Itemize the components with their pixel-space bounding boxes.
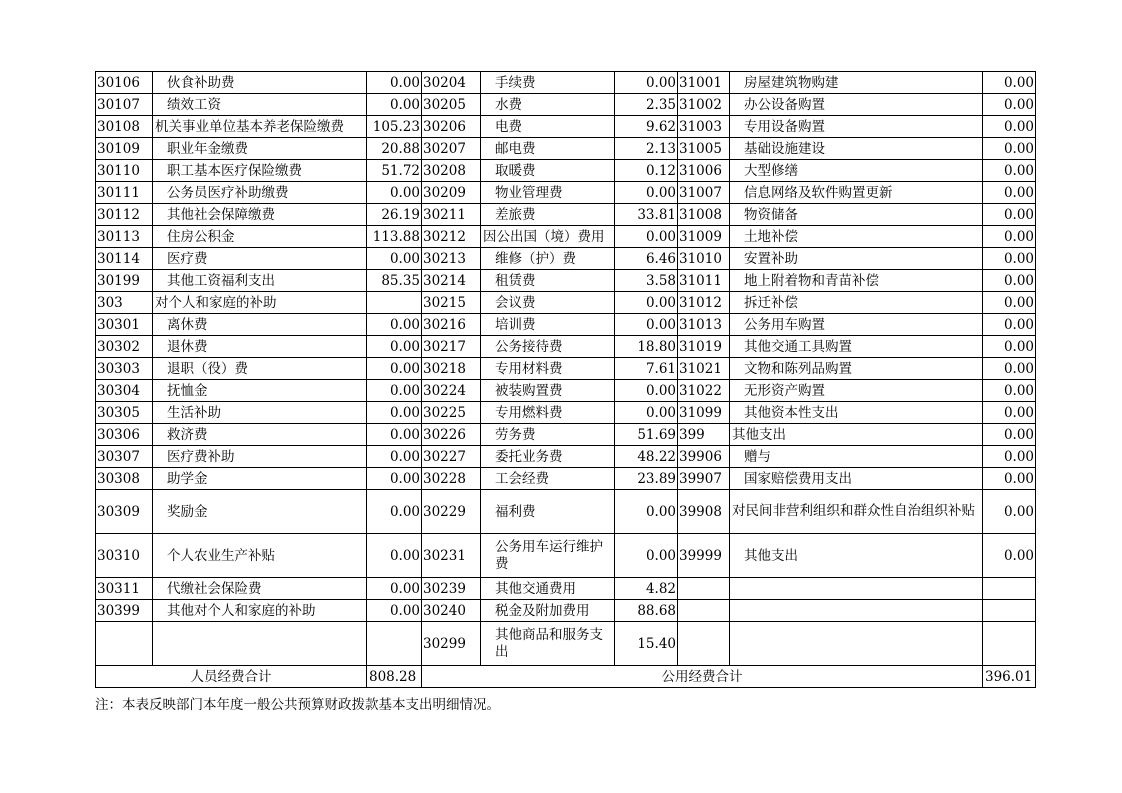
col2-code: 30240 bbox=[422, 600, 481, 622]
col1-name: 退职（役）费 bbox=[153, 358, 367, 380]
col3-amount: 0.00 bbox=[983, 94, 1036, 116]
col3-name: 无形资产购置 bbox=[730, 380, 983, 402]
col1-name: 救济费 bbox=[153, 424, 367, 446]
col3-amount: 0.00 bbox=[983, 314, 1036, 336]
col1-name: 抚恤金 bbox=[153, 380, 367, 402]
col3-name bbox=[730, 622, 983, 666]
col3-amount: 0.00 bbox=[983, 402, 1036, 424]
col2-amount: 0.12 bbox=[615, 160, 678, 182]
col3-code: 39999 bbox=[678, 534, 730, 578]
table-row bbox=[96, 226, 1036, 248]
col1-name: 伙食补助费 bbox=[153, 72, 367, 94]
col3-code bbox=[678, 578, 730, 600]
col3-code: 399 bbox=[678, 424, 730, 446]
col1-name: 医疗费补助 bbox=[153, 446, 367, 468]
col3-name: 其他资本性支出 bbox=[730, 402, 983, 424]
col2-code: 30215 bbox=[422, 292, 481, 314]
col3-name: 办公设备购置 bbox=[730, 94, 983, 116]
col2-code: 30239 bbox=[422, 578, 481, 600]
col1-code: 30302 bbox=[96, 336, 153, 358]
table-row bbox=[96, 336, 1036, 358]
col2-code: 30204 bbox=[422, 72, 481, 94]
footnote: 注：本表反映部门本年度一般公共预算财政拨款基本支出明细情况。 bbox=[95, 697, 500, 713]
col1-amount: 0.00 bbox=[367, 424, 422, 446]
table-row bbox=[96, 380, 1036, 402]
col2-name: 手续费 bbox=[481, 72, 615, 94]
col2-name: 劳务费 bbox=[481, 424, 615, 446]
col2-amount: 15.40 bbox=[615, 622, 678, 666]
col2-code: 30216 bbox=[422, 314, 481, 336]
table-row bbox=[96, 402, 1036, 424]
col3-name: 房屋建筑物购建 bbox=[730, 72, 983, 94]
col1-code: 30114 bbox=[96, 248, 153, 270]
col1-amount: 0.00 bbox=[367, 490, 422, 534]
col2-amount: 0.00 bbox=[615, 490, 678, 534]
col2-name: 物业管理费 bbox=[481, 182, 615, 204]
col2-amount: 51.69 bbox=[615, 424, 678, 446]
col2-name: 取暖费 bbox=[481, 160, 615, 182]
col2-code: 30299 bbox=[422, 622, 481, 666]
col1-amount: 0.00 bbox=[367, 578, 422, 600]
col1-amount: 0.00 bbox=[367, 314, 422, 336]
personnel-total-label: 人员经费合计 bbox=[96, 666, 367, 688]
col1-amount: 0.00 bbox=[367, 446, 422, 468]
col1-amount: 51.72 bbox=[367, 160, 422, 182]
col3-name: 大型修缮 bbox=[730, 160, 983, 182]
col1-name: 绩效工资 bbox=[153, 94, 367, 116]
col2-name: 被装购置费 bbox=[481, 380, 615, 402]
col1-code: 30308 bbox=[96, 468, 153, 490]
col2-code: 30231 bbox=[422, 534, 481, 578]
col2-amount: 6.46 bbox=[615, 248, 678, 270]
col3-name: 地上附着物和青苗补偿 bbox=[730, 270, 983, 292]
col1-name bbox=[153, 622, 367, 666]
col3-name: 安置补助 bbox=[730, 248, 983, 270]
col1-amount: 0.00 bbox=[367, 72, 422, 94]
col3-code: 31003 bbox=[678, 116, 730, 138]
col3-name: 其他支出 bbox=[730, 534, 983, 578]
col2-code: 30228 bbox=[422, 468, 481, 490]
col2-code: 30206 bbox=[422, 116, 481, 138]
table-row bbox=[96, 270, 1036, 292]
col2-code: 30225 bbox=[422, 402, 481, 424]
col2-amount: 23.89 bbox=[615, 468, 678, 490]
col2-name: 公务接待费 bbox=[481, 336, 615, 358]
col2-name: 水费 bbox=[481, 94, 615, 116]
col1-amount: 0.00 bbox=[367, 336, 422, 358]
col1-amount: 0.00 bbox=[367, 248, 422, 270]
col2-amount: 0.00 bbox=[615, 534, 678, 578]
col1-name: 职工基本医疗保险缴费 bbox=[153, 160, 367, 182]
col2-code: 30207 bbox=[422, 138, 481, 160]
col3-code: 31011 bbox=[678, 270, 730, 292]
col1-name: 生活补助 bbox=[153, 402, 367, 424]
col1-code: 30113 bbox=[96, 226, 153, 248]
col1-amount: 113.88 bbox=[367, 226, 422, 248]
col3-amount: 0.00 bbox=[983, 468, 1036, 490]
col2-amount: 7.61 bbox=[615, 358, 678, 380]
col2-code: 30212 bbox=[422, 226, 481, 248]
col2-amount: 0.00 bbox=[615, 292, 678, 314]
col1-name: 职业年金缴费 bbox=[153, 138, 367, 160]
col1-amount: 0.00 bbox=[367, 358, 422, 380]
col1-name: 退休费 bbox=[153, 336, 367, 358]
col3-code: 31005 bbox=[678, 138, 730, 160]
col1-name: 个人农业生产补贴 bbox=[153, 534, 367, 578]
col3-name: 其他交通工具购置 bbox=[730, 336, 983, 358]
col1-code: 30306 bbox=[96, 424, 153, 446]
col3-name bbox=[730, 578, 983, 600]
col3-code: 39908 bbox=[678, 490, 730, 534]
col3-amount: 0.00 bbox=[983, 72, 1036, 94]
col1-code: 30307 bbox=[96, 446, 153, 468]
table-row bbox=[96, 94, 1036, 116]
col2-amount: 0.00 bbox=[615, 314, 678, 336]
col3-code: 31019 bbox=[678, 336, 730, 358]
col3-amount: 0.00 bbox=[983, 160, 1036, 182]
col2-amount: 0.00 bbox=[615, 226, 678, 248]
col2-amount: 9.62 bbox=[615, 116, 678, 138]
col1-amount: 0.00 bbox=[367, 402, 422, 424]
table-row bbox=[96, 248, 1036, 270]
col1-amount: 105.23 bbox=[367, 116, 422, 138]
col1-name: 其他对个人和家庭的补助 bbox=[153, 600, 367, 622]
col1-name: 住房公积金 bbox=[153, 226, 367, 248]
col2-name: 专用燃料费 bbox=[481, 402, 615, 424]
col3-code: 31013 bbox=[678, 314, 730, 336]
col2-amount: 33.81 bbox=[615, 204, 678, 226]
col1-code: 30112 bbox=[96, 204, 153, 226]
col1-amount bbox=[367, 292, 422, 314]
col1-name: 代缴社会保险费 bbox=[153, 578, 367, 600]
col3-name: 赠与 bbox=[730, 446, 983, 468]
col1-code: 303 bbox=[96, 292, 153, 314]
col1-amount: 0.00 bbox=[367, 94, 422, 116]
col1-code: 30106 bbox=[96, 72, 153, 94]
col2-code: 30224 bbox=[422, 380, 481, 402]
col2-name: 邮电费 bbox=[481, 138, 615, 160]
col1-code: 30111 bbox=[96, 182, 153, 204]
col1-amount: 0.00 bbox=[367, 468, 422, 490]
col2-code: 30227 bbox=[422, 446, 481, 468]
col3-code: 31002 bbox=[678, 94, 730, 116]
col2-name: 电费 bbox=[481, 116, 615, 138]
col3-name: 国家赔偿费用支出 bbox=[730, 468, 983, 490]
col3-amount: 0.00 bbox=[983, 336, 1036, 358]
table-row bbox=[96, 446, 1036, 468]
table-body bbox=[96, 72, 1036, 666]
table-row bbox=[96, 138, 1036, 160]
table-row bbox=[96, 600, 1036, 622]
col3-code: 31001 bbox=[678, 72, 730, 94]
col2-amount: 2.13 bbox=[615, 138, 678, 160]
col3-name: 物资储备 bbox=[730, 204, 983, 226]
table-row bbox=[96, 314, 1036, 336]
col3-amount: 0.00 bbox=[983, 358, 1036, 380]
col3-amount: 0.00 bbox=[983, 424, 1036, 446]
col1-code: 30107 bbox=[96, 94, 153, 116]
col3-amount: 0.00 bbox=[983, 446, 1036, 468]
col3-amount: 0.00 bbox=[983, 270, 1036, 292]
col2-name: 因公出国（境）费用 bbox=[481, 226, 615, 248]
col3-amount: 0.00 bbox=[983, 380, 1036, 402]
col2-name: 工会经费 bbox=[481, 468, 615, 490]
col3-name: 公务用车购置 bbox=[730, 314, 983, 336]
col2-code: 30208 bbox=[422, 160, 481, 182]
col2-amount: 18.80 bbox=[615, 336, 678, 358]
col1-name: 其他工资福利支出 bbox=[153, 270, 367, 292]
col2-amount: 0.00 bbox=[615, 182, 678, 204]
col2-name: 会议费 bbox=[481, 292, 615, 314]
col2-name: 培训费 bbox=[481, 314, 615, 336]
col3-amount bbox=[983, 622, 1036, 666]
col3-name: 其他支出 bbox=[730, 424, 983, 446]
col1-amount bbox=[367, 622, 422, 666]
col3-amount: 0.00 bbox=[983, 226, 1036, 248]
col1-name: 公务员医疗补助缴费 bbox=[153, 182, 367, 204]
col3-amount: 0.00 bbox=[983, 116, 1036, 138]
col2-name: 委托业务费 bbox=[481, 446, 615, 468]
public-total-amount: 396.01 bbox=[983, 666, 1036, 688]
col2-amount: 48.22 bbox=[615, 446, 678, 468]
totals-row bbox=[96, 666, 1036, 688]
col2-amount: 88.68 bbox=[615, 600, 678, 622]
col1-amount: 26.19 bbox=[367, 204, 422, 226]
col3-name: 基础设施建设 bbox=[730, 138, 983, 160]
col2-name: 其他商品和服务支出 bbox=[481, 622, 615, 666]
col1-amount: 0.00 bbox=[367, 600, 422, 622]
table-row bbox=[96, 534, 1036, 578]
col2-code: 30213 bbox=[422, 248, 481, 270]
col3-name: 文物和陈列品购置 bbox=[730, 358, 983, 380]
col1-code: 30305 bbox=[96, 402, 153, 424]
col1-name: 助学金 bbox=[153, 468, 367, 490]
col2-name: 公务用车运行维护费 bbox=[481, 534, 615, 578]
col1-name: 离休费 bbox=[153, 314, 367, 336]
col2-amount: 2.35 bbox=[615, 94, 678, 116]
col3-amount: 0.00 bbox=[983, 138, 1036, 160]
col1-name: 医疗费 bbox=[153, 248, 367, 270]
col3-name: 土地补偿 bbox=[730, 226, 983, 248]
col2-amount: 4.82 bbox=[615, 578, 678, 600]
col3-amount: 0.00 bbox=[983, 292, 1036, 314]
col3-amount: 0.00 bbox=[983, 490, 1036, 534]
col2-name: 差旅费 bbox=[481, 204, 615, 226]
col3-name: 信息网络及软件购置更新 bbox=[730, 182, 983, 204]
col2-code: 30209 bbox=[422, 182, 481, 204]
col3-amount bbox=[983, 600, 1036, 622]
col1-code bbox=[96, 622, 153, 666]
col2-name: 福利费 bbox=[481, 490, 615, 534]
table-row bbox=[96, 468, 1036, 490]
col2-code: 30229 bbox=[422, 490, 481, 534]
col1-code: 30301 bbox=[96, 314, 153, 336]
col1-name: 奖励金 bbox=[153, 490, 367, 534]
table-row bbox=[96, 622, 1036, 666]
col3-code bbox=[678, 622, 730, 666]
public-total-label: 公用经费合计 bbox=[422, 666, 983, 688]
col3-amount bbox=[983, 578, 1036, 600]
table-row bbox=[96, 424, 1036, 446]
personnel-total-amount: 808.28 bbox=[367, 666, 422, 688]
table-row bbox=[96, 578, 1036, 600]
table-row bbox=[96, 72, 1036, 94]
col1-code: 30311 bbox=[96, 578, 153, 600]
col1-amount: 0.00 bbox=[367, 380, 422, 402]
col3-code: 31006 bbox=[678, 160, 730, 182]
col2-code: 30226 bbox=[422, 424, 481, 446]
col1-code: 30304 bbox=[96, 380, 153, 402]
table-row bbox=[96, 490, 1036, 534]
col3-name: 拆迁补偿 bbox=[730, 292, 983, 314]
col1-code: 30303 bbox=[96, 358, 153, 380]
col3-code: 31021 bbox=[678, 358, 730, 380]
col2-name: 其他交通费用 bbox=[481, 578, 615, 600]
col1-amount: 0.00 bbox=[367, 182, 422, 204]
col2-amount: 0.00 bbox=[615, 72, 678, 94]
col1-code: 30109 bbox=[96, 138, 153, 160]
col3-code: 31010 bbox=[678, 248, 730, 270]
col2-name: 维修（护）费 bbox=[481, 248, 615, 270]
table-row bbox=[96, 116, 1036, 138]
col3-code bbox=[678, 600, 730, 622]
table-row bbox=[96, 204, 1036, 226]
col2-amount: 0.00 bbox=[615, 380, 678, 402]
col1-name: 机关事业单位基本养老保险缴费 bbox=[153, 116, 367, 138]
col2-code: 30205 bbox=[422, 94, 481, 116]
col1-amount: 0.00 bbox=[367, 534, 422, 578]
col2-name: 税金及附加费用 bbox=[481, 600, 615, 622]
col3-name: 对民间非营利组织和群众性自治组织补贴 bbox=[730, 490, 983, 534]
col3-amount: 0.00 bbox=[983, 534, 1036, 578]
table-row bbox=[96, 160, 1036, 182]
expenditure-detail-table bbox=[95, 71, 1036, 688]
col2-code: 30217 bbox=[422, 336, 481, 358]
col1-code: 30399 bbox=[96, 600, 153, 622]
col1-amount: 20.88 bbox=[367, 138, 422, 160]
col3-code: 31009 bbox=[678, 226, 730, 248]
col2-code: 30218 bbox=[422, 358, 481, 380]
col3-amount: 0.00 bbox=[983, 204, 1036, 226]
col1-code: 30110 bbox=[96, 160, 153, 182]
col2-amount: 3.58 bbox=[615, 270, 678, 292]
col1-name: 对个人和家庭的补助 bbox=[153, 292, 367, 314]
col3-name bbox=[730, 600, 983, 622]
table-row bbox=[96, 358, 1036, 380]
col3-code: 31022 bbox=[678, 380, 730, 402]
col3-code: 31099 bbox=[678, 402, 730, 424]
col3-code: 31007 bbox=[678, 182, 730, 204]
col2-name: 专用材料费 bbox=[481, 358, 615, 380]
col3-code: 39906 bbox=[678, 446, 730, 468]
col2-amount: 0.00 bbox=[615, 402, 678, 424]
col3-code: 39907 bbox=[678, 468, 730, 490]
col1-code: 30108 bbox=[96, 116, 153, 138]
col3-amount: 0.00 bbox=[983, 182, 1036, 204]
col2-name: 租赁费 bbox=[481, 270, 615, 292]
col3-amount: 0.00 bbox=[983, 248, 1036, 270]
col1-code: 30310 bbox=[96, 534, 153, 578]
col2-code: 30211 bbox=[422, 204, 481, 226]
table-row bbox=[96, 182, 1036, 204]
col3-code: 31008 bbox=[678, 204, 730, 226]
col1-code: 30309 bbox=[96, 490, 153, 534]
col1-name: 其他社会保障缴费 bbox=[153, 204, 367, 226]
col2-code: 30214 bbox=[422, 270, 481, 292]
table-row bbox=[96, 292, 1036, 314]
col1-code: 30199 bbox=[96, 270, 153, 292]
col3-code: 31012 bbox=[678, 292, 730, 314]
col3-name: 专用设备购置 bbox=[730, 116, 983, 138]
col1-amount: 85.35 bbox=[367, 270, 422, 292]
